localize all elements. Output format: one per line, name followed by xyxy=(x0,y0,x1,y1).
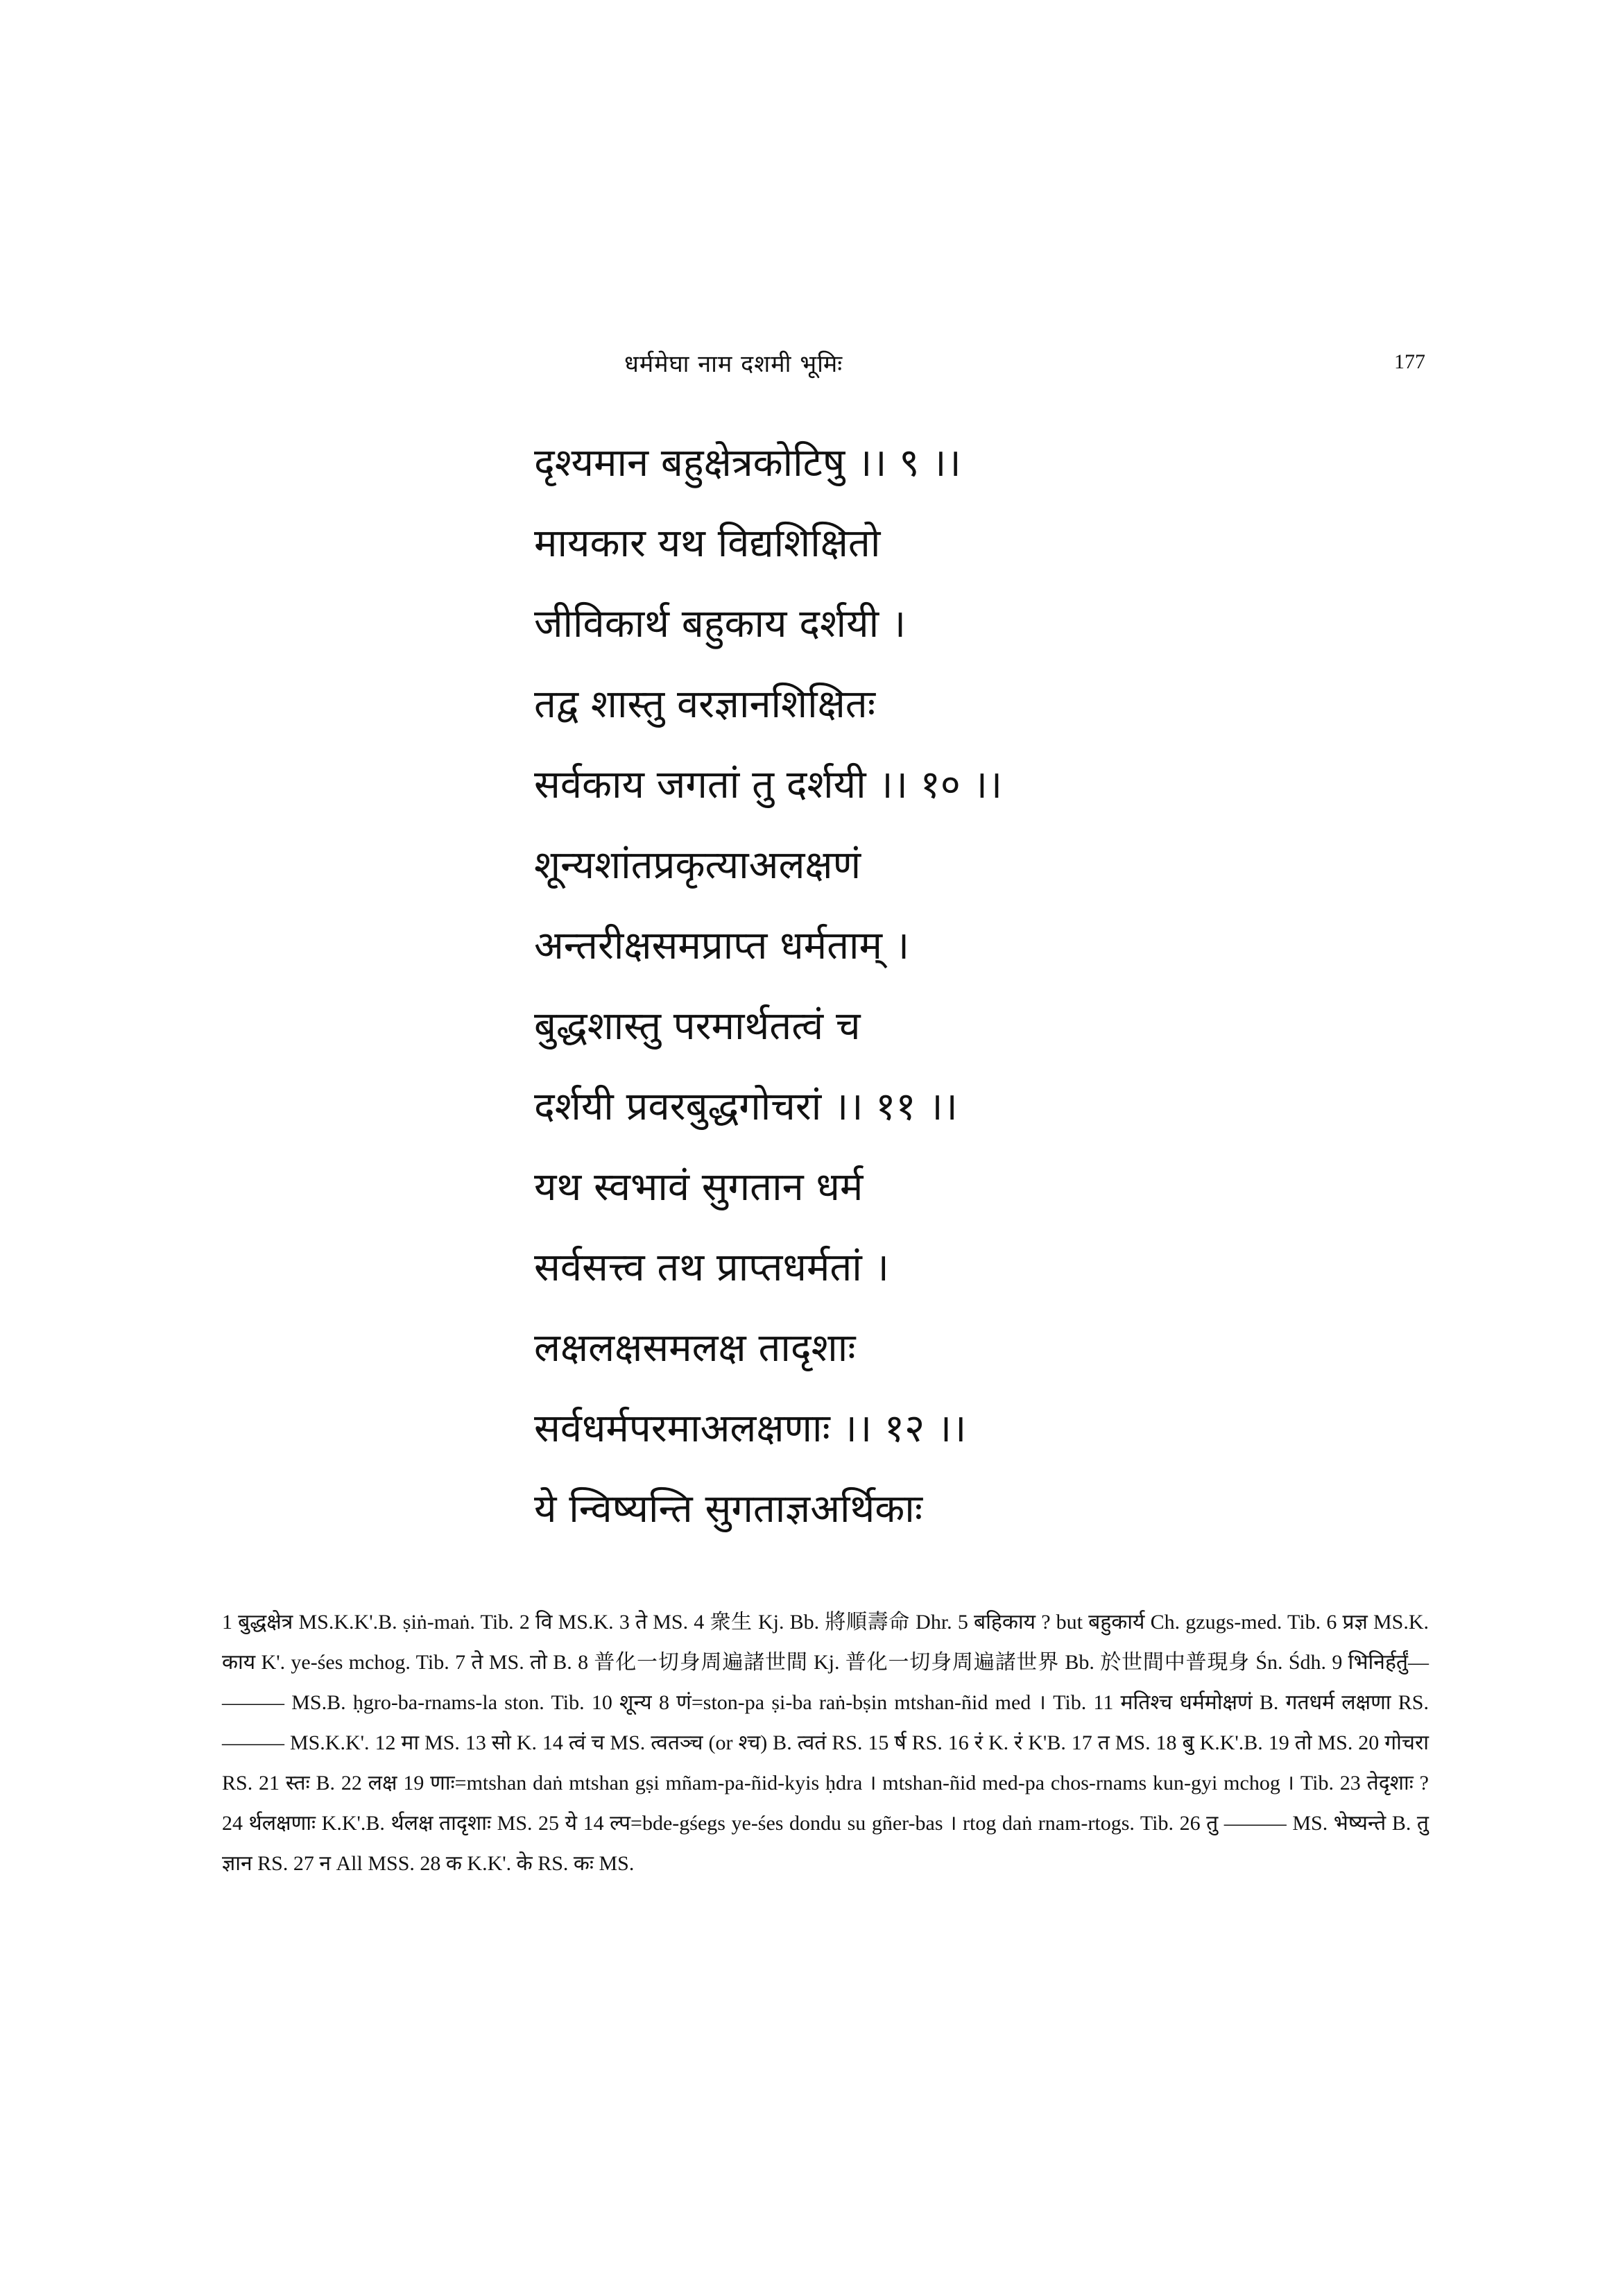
verse-line: जीविकार्थ बहुकाय दर्शयी । xyxy=(534,601,907,646)
verse-block xyxy=(534,423,1505,1550)
footnote-text: 1 बुद्धक्षेत्र MS.K.K'.B. ṣiṅ-maṅ. Tib. 2 वि MS.K. 3 ते MS. 4 衆生 Kj. Bb. 將順壽命 Dhr. 5 बहिकाय ? but बहुकार्य Ch. gzugs-med. Tib. 6 प्रज्ञ MS.K. काय K'. ye-śes mchog. Tib. 7 ते MS. तो B. 8 普化一切身周遍諸世間 Kj. 普化一切身周遍諸世界 Bb. 於世間中普現身 Śn. Śdh. 9 भिनिर्हर्तुं— ——— MS.B. ḥgro-ba-rnams-la ston. Tib. 10 शून्य 8 णं=ston-pa ṣi-ba raṅ-bṣin mtshan-ñid med । Tib. 11 मतिश्च धर्ममोक्षणं B. गतधर्म लक्षणा RS. ——— MS.K.K'. 12 मा MS. 13 सो K. 14 त्वं च MS. त्वतञ्च (or श्च) B. त्वतं RS. 15 र्ष RS. 16 रं K. रं K'B. 17 त MS. 18 बु K.K'.B. 19 तो MS. 20 गोचरा RS. 21 स्तः B. 22 लक्ष 19 णाः=mtshan daṅ mtshan gṣi mñam-pa-ñid-kyis ḥdra । mtshan-ñid med-pa chos-rnams kun-gyi mchog । Tib. 23 तेदृशाः ? 24 र्थलक्षणाः K.K'.B. र्थलक्ष तादृशाः MS. 25 ये 14 ल्प=bde-gśegs ye-śes dondu su gñer-bas । rtog daṅ rnam-rtogs. Tib. 26 तु ——— MS. भेष्यन्ते B. तु ज्ञान RS. 27 न All MSS. 28 क K.K'. के RS. कः MS. xyxy=(222,1611,1429,1875)
verse-line: मायकार यथ विद्यशिक्षितो xyxy=(534,521,881,566)
page-number: 177 xyxy=(1394,350,1425,373)
verse-line: सर्वधर्मपरमाअलक्षणाः ।। १२ ।। xyxy=(534,1406,967,1451)
verse-line: दृश्यमान बहुक्षेत्रकोटिषु ।। ९ ।। xyxy=(534,440,961,486)
verse-line: सर्वकाय जगतां तु दर्शयी ।। १० ।। xyxy=(534,762,1003,807)
verse-line: तद्व शास्तु वरज्ञानशिक्षितः xyxy=(534,682,876,727)
footnotes xyxy=(222,1602,1429,1884)
verse-line: बुद्धशास्तु परमार्थतत्वं च xyxy=(534,1004,861,1049)
verse-line: ये न्विष्यन्ति सुगताज्ञअर्थिकाः xyxy=(534,1487,923,1532)
verse-line: शून्यशांतप्रकृत्याअलक्षणं xyxy=(534,843,861,888)
verse-line: यथ स्वभावं सुगतान धर्म xyxy=(534,1165,864,1210)
verse-line: अन्तरीक्षसमप्राप्त धर्मताम् । xyxy=(534,923,910,968)
verse-line: लक्षलक्षसमलक्ष तादृशाः xyxy=(534,1326,856,1371)
running-title: धर्ममेघा नाम दशमी भूमिः xyxy=(624,350,843,378)
verse-line: दर्शयी प्रवरबुद्धगोचरां ।। ११ ।। xyxy=(534,1084,958,1129)
verse-line: सर्वसत्त्व तथ प्राप्तधर्मतां । xyxy=(534,1245,889,1290)
